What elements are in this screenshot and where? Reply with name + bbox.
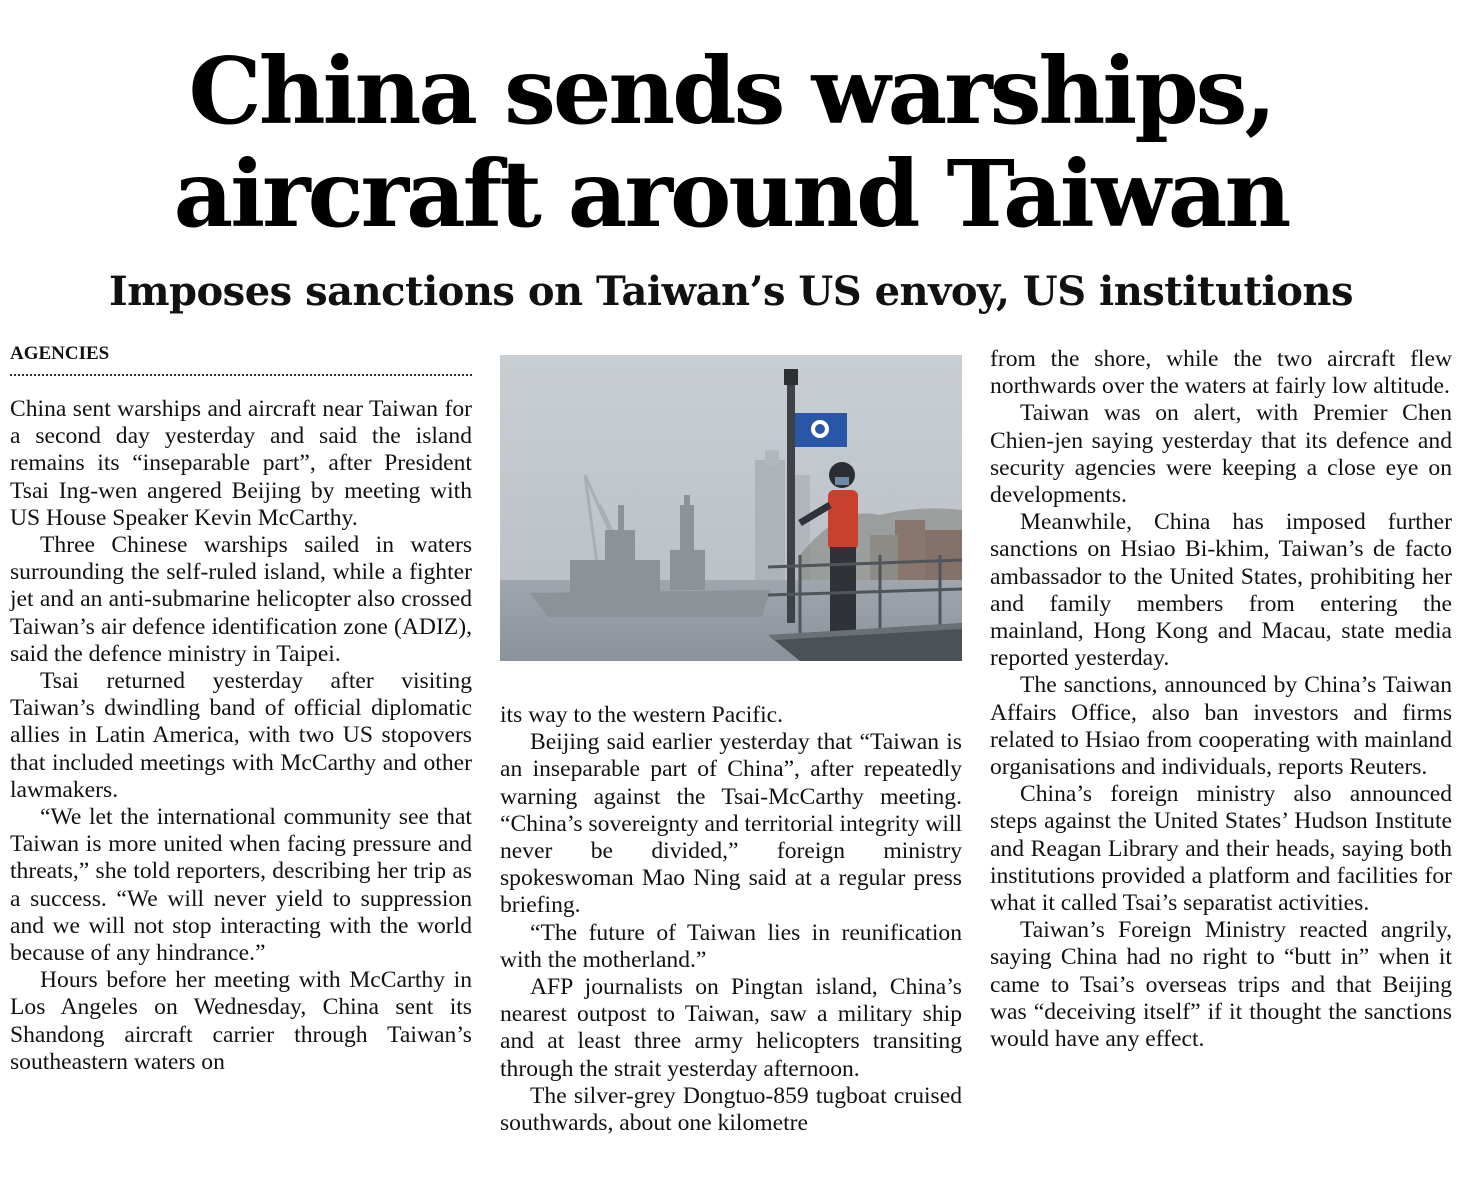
headline xyxy=(0,37,1462,248)
headline-line-2: aircraft around Taiwan xyxy=(173,140,1289,248)
paragraph: its way to the western Pacific. xyxy=(500,702,784,728)
paragraph: China sent warships and aircraft near Taiwan for a second day yesterday and said the island remains its “inseparable part”, after President Tsai Ing-wen angered Beijing by meeting with US House Speaker Kevin McCarthy. xyxy=(10,396,472,531)
article-column-1 xyxy=(10,396,472,1076)
headline-line-1: China sends warships, xyxy=(188,37,1274,145)
paragraph: “The future of Taiwan lies in reunification with the motherland.” xyxy=(500,919,962,973)
paragraph: Three Chinese warships sailed in waters surrounding the self-ruled island, while a fighter jet and an anti-submarine helicopter also crossed Taiwan’s air defence identification zone (ADIZ), said the defence ministry in Taipei. xyxy=(10,532,472,667)
paragraph: Taiwan was on alert, with Premier Chen Chien-jen saying yesterday that its defence and security agencies were keeping a close eye on developments. xyxy=(990,400,1452,509)
paragraph: Tsai returned yesterday after visiting Taiwan’s dwindling band of official diplomatic allies in Latin America, with two US stopovers that included meetings with McCarthy and other lawmakers. xyxy=(10,668,472,803)
paragraph: The sanctions, announced by China’s Taiwan Affairs Office, also ban investors and firms related to Hsiao from cooperating with mainland organisations and individuals, reports Reuters. xyxy=(990,672,1452,781)
subheadline: Imposes sanctions on Taiwan’s US envoy, US institutions xyxy=(109,268,1353,315)
paragraph: “We let the international community see that Taiwan is more united when facing pressure and threats,” she told reporters, describing her trip as a success. “We will never yield to suppression and we will not stop interacting with the world because of any hindrance.” xyxy=(10,804,472,967)
paragraph: AFP journalists on Pingtan island, China’s nearest outpost to Taiwan, saw a military ship and at least three army helicopters transiting through the strait yesterday afternoon. xyxy=(500,974,962,1082)
article-column-3 xyxy=(990,346,1452,1053)
paragraph: China’s foreign ministry also announced steps against the United States’ Hudson Institute and Reagan Library and their heads, saying both institutions provided a platform and facilities for what it called Tsai’s separatist activities. xyxy=(990,781,1452,917)
paragraph: Meanwhile, China has imposed further sanctions on Hsiao Bi-khim, Taiwan’s de facto ambassador to the United States, prohibiting her and family members from entering the mainland, Hong Kong and Macau, state media reported yesterday. xyxy=(990,509,1452,672)
paragraph: The silver-grey Dongtuo-859 tugboat cruised southwards, about one kilometre xyxy=(500,1082,962,1137)
paragraph: Beijing said earlier yesterday that “Taiwan is an inseparable part of China”, after repeatedly warning against the Tsai-McCarthy meeting. “China’s sovereignty and territorial integrity will never be divided,” foreign ministry spokeswoman Mao Ning said at a regular press briefing. xyxy=(500,729,962,919)
paragraph: from the shore, while the two aircraft flew northwards over the waters at fairly low altitude. xyxy=(990,346,1452,400)
article-column-2 xyxy=(500,702,962,1137)
news-photo xyxy=(500,355,962,661)
paragraph: Taiwan’s Foreign Ministry reacted angrily, saying China had no right to “butt in” when it came to Tsai’s overseas trips and that Beijing was “deceiving itself” if it thought the sanctions would have any effect. xyxy=(990,917,1452,1053)
byline: AGENCIES xyxy=(10,340,472,376)
paragraph: Hours before her meeting with McCarthy in Los Angeles on Wednesday, China sent its Shandong aircraft carrier through Taiwan’s southeastern waters on xyxy=(10,967,472,1075)
